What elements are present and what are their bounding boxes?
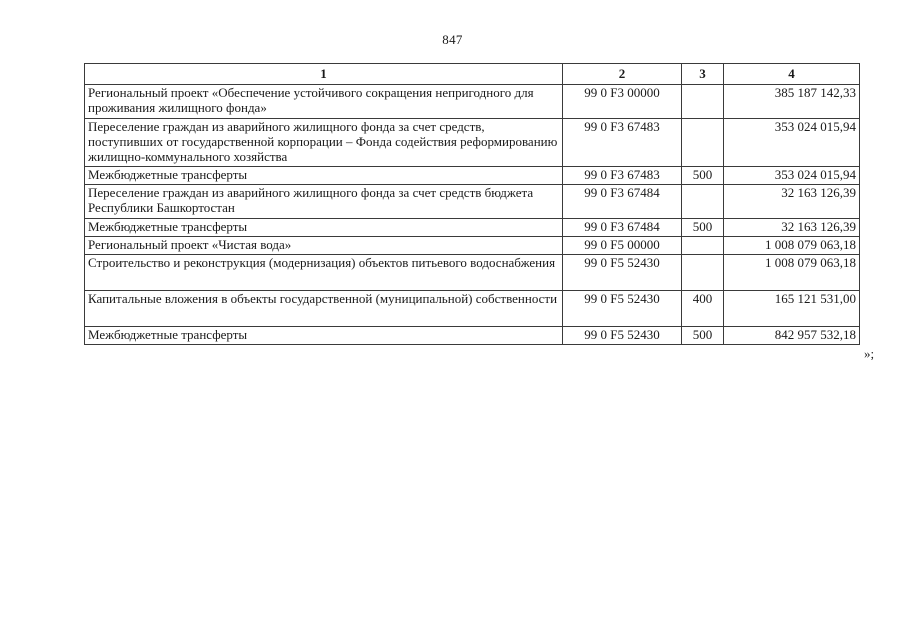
row-name: Межбюджетные трансферты — [85, 219, 563, 237]
row-type: 500 — [682, 167, 724, 185]
row-amount: 1 008 079 063,18 — [724, 255, 860, 291]
row-amount: 842 957 532,18 — [724, 327, 860, 345]
row-amount: 32 163 126,39 — [724, 219, 860, 237]
budget-table — [84, 63, 860, 345]
row-code: 99 0 F3 00000 — [563, 85, 682, 119]
table-row — [85, 185, 860, 219]
header-column-4: 4 — [724, 64, 860, 85]
row-type — [682, 185, 724, 219]
row-code: 99 0 F5 52430 — [563, 291, 682, 327]
row-amount: 353 024 015,94 — [724, 167, 860, 185]
row-amount: 1 008 079 063,18 — [724, 237, 860, 255]
row-name: Межбюджетные трансферты — [85, 327, 563, 345]
row-code: 99 0 F5 52430 — [563, 255, 682, 291]
table-row — [85, 219, 860, 237]
table-row — [85, 167, 860, 185]
row-code: 99 0 F5 00000 — [563, 237, 682, 255]
row-type: 500 — [682, 219, 724, 237]
row-type: 400 — [682, 291, 724, 327]
page-number: 847 — [442, 32, 463, 47]
row-amount: 165 121 531,00 — [724, 291, 860, 327]
table-row — [85, 255, 860, 291]
row-name: Переселение граждан из аварийного жилищного фонда за счет средств бюджета Республики Башкортостан — [85, 185, 563, 219]
row-type — [682, 85, 724, 119]
row-name: Региональный проект «Чистая вода» — [85, 237, 563, 255]
table-row — [85, 237, 860, 255]
row-amount: 32 163 126,39 — [724, 185, 860, 219]
row-code: 99 0 F3 67484 — [563, 185, 682, 219]
row-type — [682, 255, 724, 291]
row-code: 99 0 F3 67483 — [563, 119, 682, 167]
row-name: Межбюджетные трансферты — [85, 167, 563, 185]
header-column-3: 3 — [682, 64, 724, 85]
row-code: 99 0 F3 67483 — [563, 167, 682, 185]
table-row — [85, 291, 860, 327]
row-amount: 385 187 142,33 — [724, 85, 860, 119]
table-row — [85, 85, 860, 119]
row-type — [682, 237, 724, 255]
row-name: Региональный проект «Обеспечение устойчивого сокращения непригодного для проживания жилищного фонда» — [85, 85, 563, 119]
header-column-1: 1 — [85, 64, 563, 85]
closing-quote-mark: »; — [864, 346, 875, 361]
row-amount: 353 024 015,94 — [724, 119, 860, 167]
row-code: 99 0 F3 67484 — [563, 219, 682, 237]
row-type: 500 — [682, 327, 724, 345]
row-name: Переселение граждан из аварийного жилищного фонда за счет средств, поступивших от государственной корпорации – Фонда содействия реформированию жилищно-коммунального хозяйства — [85, 119, 563, 167]
row-code: 99 0 F5 52430 — [563, 327, 682, 345]
row-name: Строительство и реконструкция (модернизация) объектов питьевого водоснабжения — [85, 255, 563, 291]
row-name: Капитальные вложения в объекты государственной (муниципальной) собственности — [85, 291, 563, 327]
header-column-2: 2 — [563, 64, 682, 85]
table-row — [85, 119, 860, 167]
table-row — [85, 327, 860, 345]
row-type — [682, 119, 724, 167]
table-header-row — [85, 64, 860, 85]
